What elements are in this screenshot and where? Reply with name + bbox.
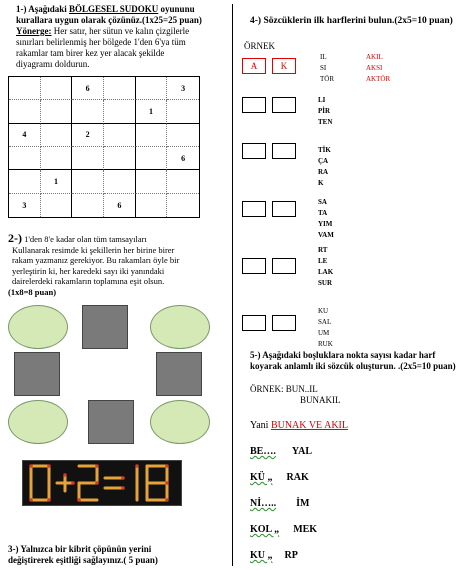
sudoku-cell[interactable] [41,124,73,147]
sudoku-cell[interactable]: 6 [167,147,199,170]
square-shape[interactable] [14,352,60,396]
square-shape[interactable] [88,400,134,444]
syllable-group-4: RT LE LAK SUR [318,246,334,287]
circle-shape[interactable] [150,305,210,349]
q1-line5: rakamlar tam birer kez yer alacak şekilde [16,48,165,58]
q5-answer: Yani BUNAK VE AKIL [250,420,348,431]
q3-line2: değiştirerek eşitliği sağlayınız.( 5 puan) [8,555,158,565]
q4-example-label: ÖRNEK [244,41,275,51]
q1-instruction: Yönerge: Her satır, her sütun ve kalın çizgilerle [16,26,190,36]
syllable-group-2: TİK ÇA RA K [318,146,331,187]
circle-shape[interactable] [8,305,68,349]
answer-box[interactable] [272,97,296,113]
answer-box[interactable] [272,143,296,159]
answer-box[interactable] [242,315,266,331]
syllable-group-5: KU SAL UM RUK [318,307,333,348]
q2-line4: yerleştirin ki, her karedeki sayı iki yanındaki [12,265,165,276]
sudoku-cell[interactable] [104,170,136,193]
answer-box[interactable] [242,258,266,274]
q2-points: (1x8=8 puan) [8,286,57,297]
sudoku-cell[interactable] [72,170,104,193]
q5-item[interactable]: KÜ „ RAK [250,472,309,483]
square-shape[interactable] [156,352,202,396]
q5-example [250,384,341,406]
syllable-group-1: LI PİR TEN [318,96,333,126]
answer-box[interactable] [272,201,296,217]
sudoku-cell[interactable] [41,100,73,123]
answer-box[interactable] [272,315,296,331]
sudoku-cell[interactable]: 1 [41,170,73,193]
answer-box[interactable] [242,201,266,217]
sudoku-cell[interactable] [72,194,104,217]
sudoku-cell[interactable] [136,194,168,217]
sudoku-cell[interactable] [72,147,104,170]
q2-line3: rakam yazmanız gerekiyor. Bu rakamları öyle bir [12,255,180,265]
sudoku-cell[interactable] [167,170,199,193]
q5-item[interactable]: KOL „ MEK [250,524,318,535]
sudoku-cell[interactable] [104,77,136,100]
q1-line1: 1-) Aşağıdaki BÖLGESEL SUDOKU oyununu [16,4,195,14]
sudoku-cell[interactable] [104,100,136,123]
q5-item[interactable]: KU „ RP [250,550,298,561]
sudoku-cell[interactable] [136,124,168,147]
sudoku-cell[interactable] [41,194,73,217]
q5-item[interactable]: BE…. YAL [250,446,313,457]
q5-item[interactable]: Nİ….. İM [250,498,310,509]
sudoku-grid [8,76,200,218]
sudoku-cell[interactable]: 3 [9,194,41,217]
sudoku-cell[interactable]: 1 [136,100,168,123]
example-syllables: IL SI TÖR [320,53,334,83]
sudoku-cell[interactable] [136,170,168,193]
q2-line5: dairelerdeki rakamların toplamına eşit olsun. [12,276,165,286]
syllable-group-3: SA TA YIM VAM [318,198,334,239]
sudoku-cell[interactable]: 3 [167,77,199,100]
sudoku-cell[interactable] [104,147,136,170]
sudoku-cell[interactable] [72,100,104,123]
sudoku-cell[interactable] [9,100,41,123]
example-words: AKIL AKSI AKTÖR [366,53,391,83]
sudoku-cell[interactable] [167,100,199,123]
column-divider [232,4,233,566]
example-answer-box: K [272,58,296,74]
sudoku-cell[interactable] [41,77,73,100]
q2-line2: Kullanarak resimde ki şekillerin her birine birer [12,244,175,255]
sudoku-cell[interactable]: 6 [104,194,136,217]
answer-box[interactable] [272,258,296,274]
sudoku-cell[interactable]: 2 [72,124,104,147]
q1-line2: kurallara uygun olarak çözünüz.(1x25=25 puan) [16,15,202,25]
circle-shape[interactable] [150,400,210,444]
sudoku-cell[interactable] [167,124,199,147]
q5-title: 5-) Aşağıdaki boşluklara nokta sayısı kadar harf koyarak anlamlı iki sözcük oluşturun. .(2x5=10 puan) [250,350,456,371]
answer-box[interactable] [242,143,266,159]
q1-line6: diyagramı doldurun. [16,59,90,69]
sudoku-cell[interactable] [167,194,199,217]
q1-line4: sınırları belirlenmiş her bölgede 1'den 6'ya tüm [16,37,186,47]
sudoku-cell[interactable] [136,147,168,170]
q5-example-line2: BUNAKIL [300,395,341,405]
sudoku-cell[interactable]: 6 [72,77,104,100]
answer-box[interactable] [242,97,266,113]
matchstick-equation [22,460,182,506]
matchstick-figure [23,461,181,505]
q1-text [16,4,228,70]
sudoku-cell[interactable] [136,77,168,100]
circle-shape[interactable] [8,400,68,444]
q4-title: 4-) Sözcüklerin ilk harflerini bulun.(2x5=10 puan) [250,16,453,26]
q3-text [8,544,230,566]
q2-line1: 2-) 1'den 8'e kadar olan tüm tamsayıları [8,231,147,245]
sudoku-cell[interactable] [9,170,41,193]
q5-example-line: ÖRNEK: BUN..IL [250,384,318,394]
sudoku-cell[interactable] [9,77,41,100]
sudoku-cell[interactable] [104,124,136,147]
sudoku-cell[interactable] [41,147,73,170]
example-answer-box: A [242,58,266,74]
sudoku-cell[interactable] [9,147,41,170]
q3-line1: 3-) Yalnızca bir kibrit çöpünün yerini [8,544,152,554]
square-shape[interactable] [82,305,128,349]
sudoku-cell[interactable]: 4 [9,124,41,147]
q2-text [8,233,230,297]
